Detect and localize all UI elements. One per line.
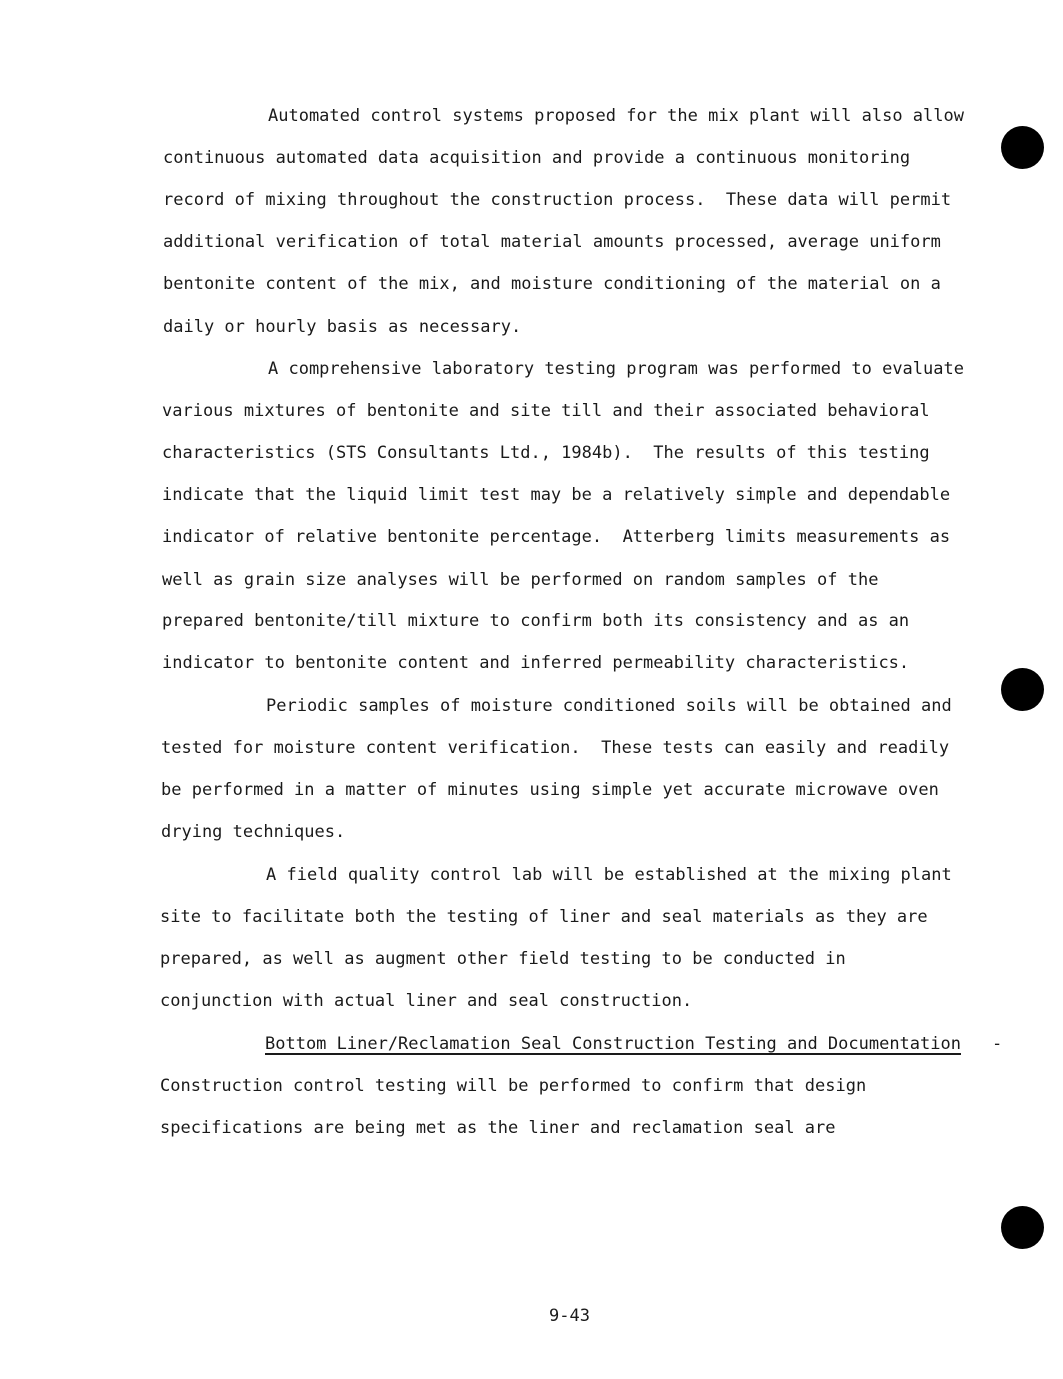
section-heading-dash: - [992, 1034, 1003, 1054]
text-line: be performed in a matter of minutes using simple yet accurate microwave oven [161, 780, 939, 800]
punch-hole [1001, 668, 1044, 711]
text-line: characteristics (STS Consultants Ltd., 1984b). The results of this testing [162, 443, 930, 463]
text-line: well as grain size analyses will be performed on random samples of the [162, 570, 879, 590]
text-line: A field quality control lab will be established at the mixing plant [266, 865, 952, 885]
text-line: continuous automated data acquisition and provide a continuous monitoring [163, 148, 911, 168]
text-line: Automated control systems proposed for the mix plant will also allow [268, 106, 964, 126]
page-number: 9-43 [549, 1306, 590, 1326]
section-heading: Bottom Liner/Reclamation Seal Construction Testing and Documentation [265, 1034, 961, 1054]
text-line: site to facilitate both the testing of liner and seal materials as they are [160, 907, 928, 927]
text-line: various mixtures of bentonite and site till and their associated behavioral [162, 401, 930, 421]
punch-hole [1001, 126, 1044, 169]
text-line: Periodic samples of moisture conditioned soils will be obtained and [266, 696, 952, 716]
text-line: daily or hourly basis as necessary. [163, 317, 522, 337]
text-line: prepared, as well as augment other field testing to be conducted in [160, 949, 846, 969]
punch-hole [1001, 1206, 1044, 1249]
text-line: tested for moisture content verification. These tests can easily and readily [161, 738, 950, 758]
text-line: Construction control testing will be performed to confirm that design [160, 1076, 867, 1096]
text-line: indicate that the liquid limit test may be a relatively simple and dependable [162, 485, 951, 505]
text-line: conjunction with actual liner and seal construction. [160, 991, 693, 1011]
text-line: indicator of relative bentonite percentage. Atterberg limits measurements as [162, 527, 951, 547]
text-line: prepared bentonite/till mixture to confirm both its consistency and as an [162, 611, 910, 631]
text-line: bentonite content of the mix, and moisture conditioning of the material on a [163, 274, 941, 294]
text-line: additional verification of total material amounts processed, average uniform [163, 232, 941, 252]
text-line: A comprehensive laboratory testing program was performed to evaluate [268, 359, 964, 379]
text-line: drying techniques. [161, 822, 346, 842]
text-line: record of mixing throughout the construction process. These data will permit [163, 190, 952, 210]
text-line: indicator to bentonite content and inferred permeability characteristics. [162, 653, 910, 673]
text-line: specifications are being met as the liner and reclamation seal are [160, 1118, 836, 1138]
